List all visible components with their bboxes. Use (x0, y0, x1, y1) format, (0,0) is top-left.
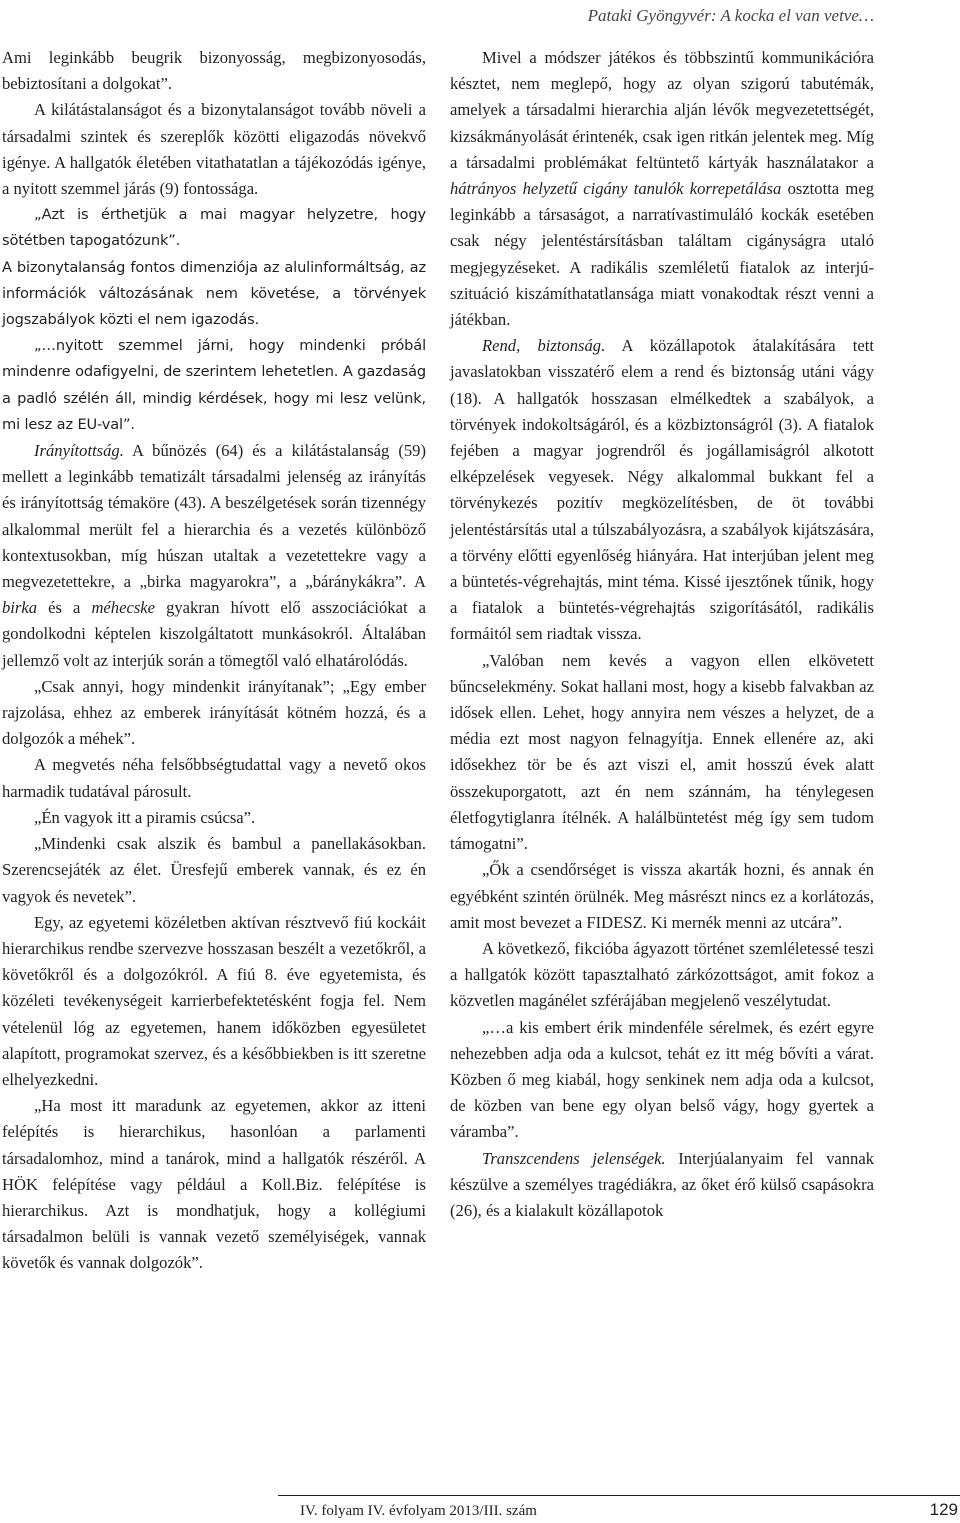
left-column (2, 45, 426, 1277)
paragraph-rend-biztonsag (450, 333, 874, 647)
interview-quote: „…a kis embert érik mindenféle sérelmek, és ezért egyre nehezebben adja oda a kulcsot, tehát ez itt még bővíti a várat. Közben ő meg kiabál, hogy senkinek nem adja oda a kulcsot, de közben van bene egy olyan belső vágy, hogy gyertek a váramba”. (450, 1017, 874, 1142)
paragraph: A kilátástalanságot és a bizonytalanságot tovább növeli a társadalmi szintek és szereplők közötti eligazodás növekvő igénye. A hallgatók életében vitathatatlan a tájékozódás igénye, a nyitott szemmel járás (9) fontossága. (2, 100, 426, 199)
paragraph: A megvetés néha felsőbbségtudattal vagy a nevető okos harmadik tudatával párosult. (2, 755, 426, 801)
interview-quote: „Ha most itt maradunk az egyetemen, akkor az itteni felépítés is hierarchikus, hasonlóan a parlamenti társadalomhoz, mind a tanárok, mind a hallgatók részéről. A HÖK felépítése vagy például a Koll.Biz. felépítése is hierarchikus. Azt is mondhatjuk, hogy a kollégiumi társadalmon belüli is vannak vezető személyiségek, vannak követők és vannak dolgozók”. (2, 1096, 426, 1273)
interview-quote: „Azt is érthetjük a mai magyar helyzetre, hogy sötétben tapogatózunk”. (2, 206, 426, 250)
paragraph-text: gyakran hívott elő asszociációkat a gondolkodni képtelen kiszolgáltatott munkásokról. Általában jellemző volt az interjúk során a tömegtől való elhatárolódás. (2, 598, 426, 670)
paragraph: Ami leginkább beugrik bizonyosság, megbizonyosodás, bebiztosítani a dolgokat”. (2, 48, 426, 94)
interview-quote: „Mindenki csak alszik és bambul a panellakásokban. Szerencsejáték az élet. Üresfejű emberek vannak, és ez én vagyok és nevetek”. (2, 834, 426, 906)
interview-quote: „Ők a csendőrséget is vissza akarták hozni, és annak én egyébként szintén örülnék. Meg másrészt nincs ez a korlátozás, amit most bevezet a FIDESZ. Ki mernék menni az utcára”. (450, 860, 874, 932)
paragraph-text: Mivel a módszer játékos és többszintű kommunikációra késztet, nem meglepő, hogy az olyan szigorú tabutémák, amelyek a társadalmi hierarchia alján lévők megvezetettségét, kizsákmányolását érintenék, csak igen ritkán jelentek meg. Míg a társadalmi problémákat feltüntető kártyák használatakor a (450, 48, 874, 172)
paragraph-iranyitottsag (2, 438, 426, 674)
interview-quote: „Valóban nem kevés a vagyon ellen elkövetett bűncselekmény. Sokat hallani most, hogy a kisebb falvakban az idősek ellen. Lehet, hogy annyira nem vészes a helyzet, de a média ezt most nagyon felnagyítja. Ennek ellenére az, aki idősekhez tör be és azt viszi el, amit hosszú évek alatt összekuporgatott, azt én nem szánnám, ha ténylegesen életfogytiglanra ítélnék. A halálbüntetést még így sem tudom támogatni”. (450, 650, 874, 854)
paragraph-transzcendens (450, 1146, 874, 1225)
section-heading: Irányítottság. (34, 441, 124, 461)
page-number: 129 (929, 1500, 958, 1519)
emphasis-word: méhecske (91, 598, 156, 618)
paragraph: Egy, az egyetemi közéletben aktívan résztvevő fiú kockáit hierarchikus rendbe szervezve hosszasan beszélt a vezetőkről, a követőkről és a dolgozókról. A fiú 8. éve egyetemista, és közéleti tevékenységeit karrierbefektetésként fogja fel. Nem vételenül lóg az egyetemen, hanem időközben egyesületet alapított, programokat szervez, és a későbbiekben is itt szeretne elhelyezkedni. (2, 912, 426, 1089)
interview-quote: „Csak annyi, hogy mindenkit irányítanak”; „Egy ember rajzolása, ehhez az emberek irányítását kötném hozzá, és a dolgozók a méhek”. (2, 676, 426, 749)
paragraph: A következő, fikcióba ágyazott történet szemléletessé teszi a hallgatók között tapasztalható zárkózottságot, amit fokoz a közvetlen magánélet szférájában megjelenő veszélytudat. (450, 938, 874, 1011)
right-column (450, 45, 874, 1224)
footer-rule (278, 1495, 960, 1496)
journal-issue: IV. folyam IV. évfolyam 2013/III. szám (300, 1503, 537, 1519)
paragraph-text: A bűnözés (64) és a kilátástalanság (59) mellett a leginkább tematizált társadalmi jelenség az irányítás és irányítottság témaköre (43). A beszélgetések során tizennégy alkalommal merült fel a hierarchia és a vezetés különböző kontextusokban, míg húszan utaltak a vezetettekre vagy a megvezetettekre, a „birka magyarokra”, a „báránykákra”. A (2, 441, 426, 592)
paragraph (450, 45, 874, 333)
running-head: Pataki Gyöngyvér: A kocka el van vetve… (587, 6, 874, 25)
paragraph: A bizonytalanság fontos dimenziója az alulinformáltság, az információk változásának nem követése, a törvények jogszabályok közti el nem igazodás. (2, 258, 426, 329)
emphasis-phrase: hátrányos helyzetű cigány tanulók korrepetálása (450, 179, 782, 199)
paragraph-text: osztotta meg leginkább a társaságot, a narratívastimuláló kockák esetében csak négy jelentéstársításban találtam cigányságra utaló megjegyzéseket. A radikális szemléletű fiatalok az interjú-szituáció kiszámíthatatlansága miatt vonakodtak részt venni a játékban. (450, 179, 874, 330)
interview-quote: „Én vagyok itt a piramis csúcsa”. (34, 807, 256, 827)
emphasis-word: birka (2, 598, 38, 618)
paragraph-text: A közállapotok átalakítására tett javaslatokban visszatérő elem a rend és biztonság utáni vágy (18). A hallgatók hosszasan elmélkedtek a szabályok, a törvények indokoltságáról, és a közbiztonságról (3). A fiatalok fejében a magyar jogrendről és jogállamiságról alkotott elképzelések vegyesek. Négy alkalommal bukkant fel a törvénykezés pozitív megközelítésben, de öt további jelentéstársítás utal a túlszabályozásra, a szabályok kijátszására, a törvény előtti egyenlőség hiányára. Hat interjúban jelent meg a büntetés-végrehajtás, mint téma. Kissé ijesztőnek tűnik, hogy a fiatalok a büntetés-végrehajtás szigorításától, radikális formáitól sem riadtak vissza. (450, 336, 874, 644)
section-heading: Rend, biztonság. (482, 336, 606, 356)
section-heading: Transzcendens jelenségek. (482, 1148, 666, 1168)
paragraph-text: Interjúalanyaim fel vannak készülve a személyes tragédiákra, az őket érő külső csapásokra (26), és a kialakult közállapotok (450, 1148, 874, 1220)
interview-quote: „…nyitott szemmel járni, hogy mindenki próbál mindenre odafigyelni, de szerintem lehetetlen. A gazdaság a padló szélén áll, mindig kérdések, hogy mi lesz velünk, mi lesz az EU-val”. (2, 337, 426, 433)
paragraph-text: és a (37, 598, 92, 618)
